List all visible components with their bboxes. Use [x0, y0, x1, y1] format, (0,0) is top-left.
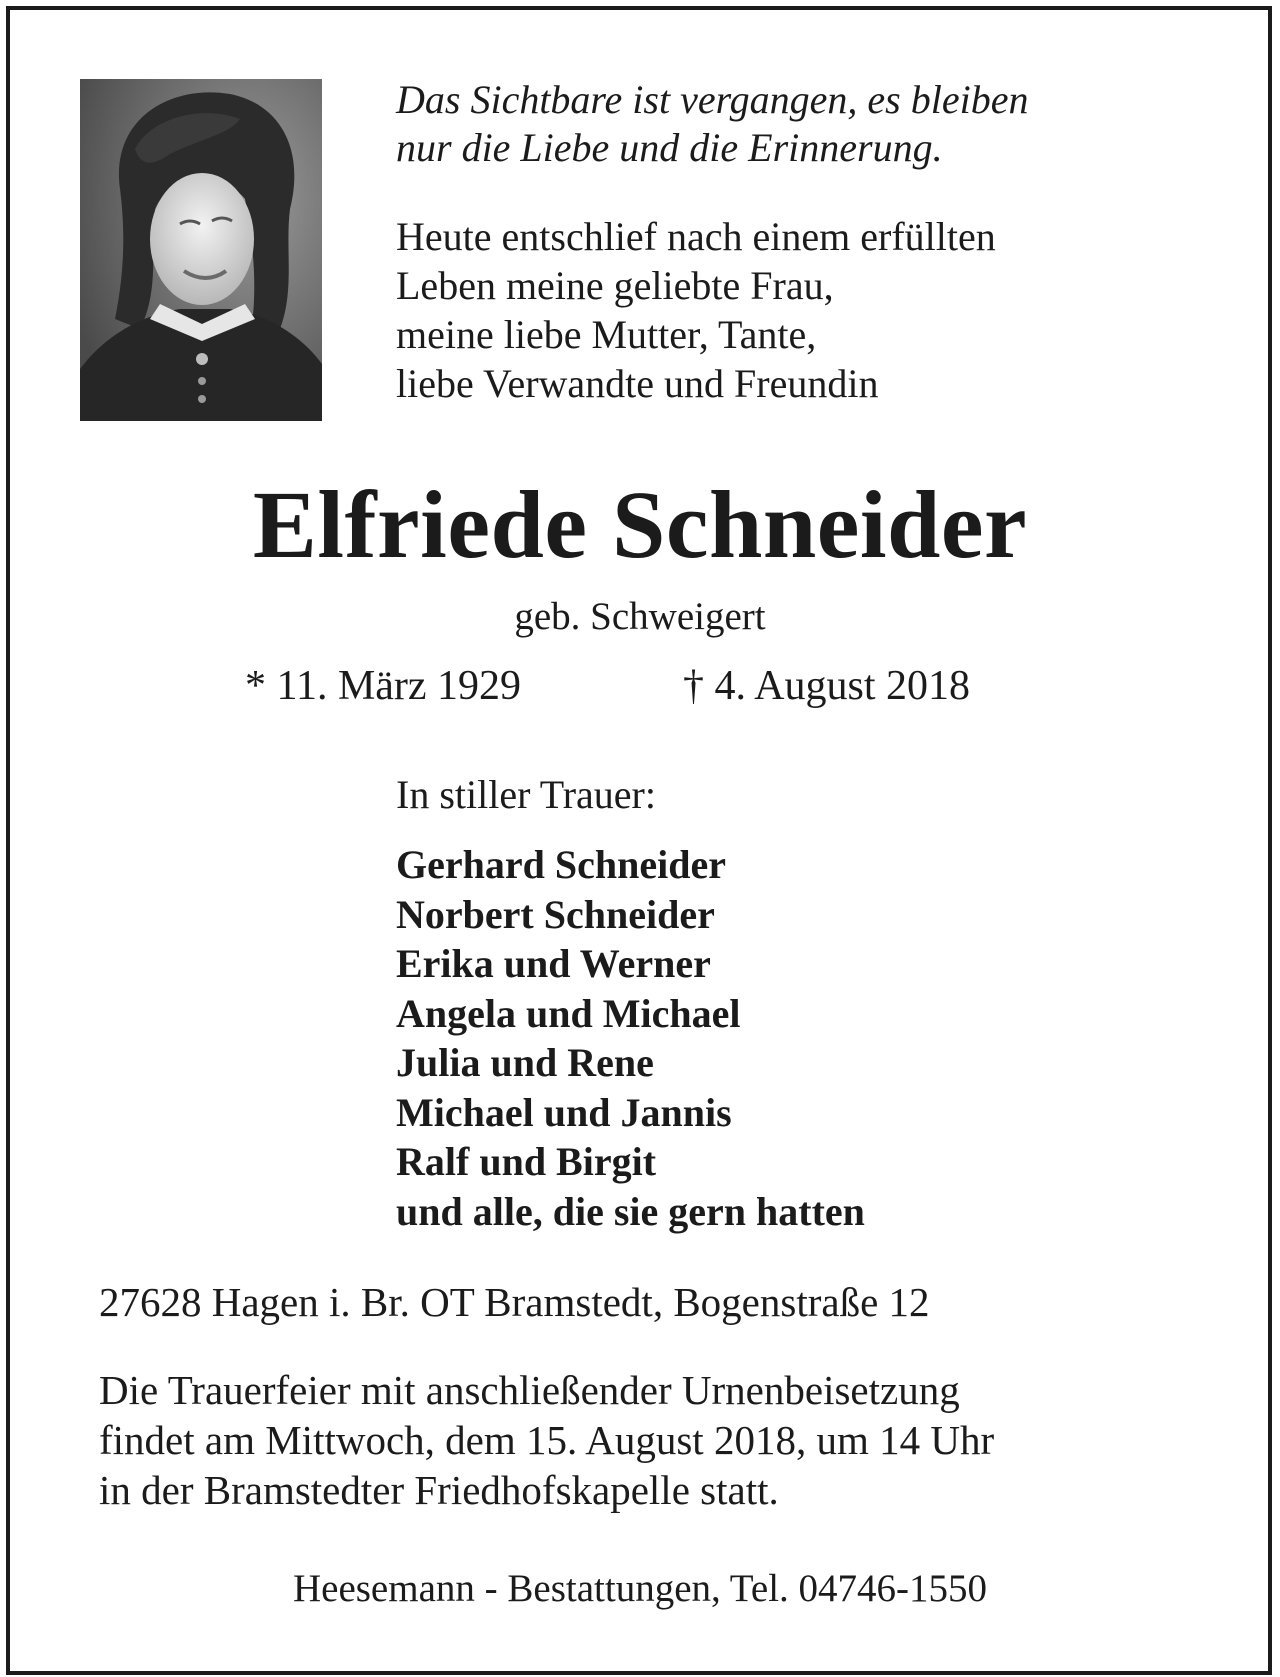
- quote-line: Das Sichtbare ist vergangen, es bleiben: [396, 77, 1029, 122]
- mourner-item: Ralf und Birgit: [396, 1139, 657, 1184]
- mourner-item: Gerhard Schneider: [396, 842, 726, 887]
- mourner-item: Julia und Rene: [396, 1040, 654, 1085]
- portrait-photo: [80, 79, 322, 421]
- mourners-list: [396, 840, 865, 1236]
- ceremony-line: Die Trauerfeier mit anschließender Urnenbeisetzung: [99, 1367, 960, 1413]
- announcement-line: meine liebe Mutter, Tante,: [396, 312, 817, 357]
- memorial-quote: [396, 76, 1028, 172]
- announcement-line: Heute entschlief nach einem erfüllten: [396, 214, 996, 259]
- death-date: † 4. August 2018: [683, 663, 971, 709]
- mourner-item: Norbert Schneider: [396, 891, 715, 937]
- ceremony-line: findet am Mittwoch, dem 15. August 2018, um 14 Uhr: [99, 1417, 995, 1463]
- announcement-line: Leben meine geliebte Frau,: [396, 263, 834, 308]
- ceremony-line: in der Bramstedter Friedhofskapelle statt.: [99, 1467, 779, 1513]
- announcement-text: [396, 212, 996, 408]
- mourner-item: Angela und Michael: [396, 990, 741, 1036]
- mourner-item: Erika und Werner: [396, 941, 711, 986]
- maiden-name: geb. Schweigert: [514, 595, 766, 638]
- grief-label: In stiller Trauer:: [396, 772, 656, 817]
- birth-date: * 11. März 1929: [245, 663, 522, 709]
- quote-line: nur die Liebe und die Erinnerung.: [396, 125, 943, 170]
- ceremony-info: [99, 1365, 994, 1515]
- mourner-item: Michael und Jannis: [396, 1089, 732, 1135]
- deceased-name: Elfriede Schneider: [252, 471, 1028, 578]
- undertaker-info: Heesemann - Bestattungen, Tel. 04746-1550: [292, 1567, 988, 1610]
- family-address: 27628 Hagen i. Br. OT Bramstedt, Bogenstraße 12: [99, 1279, 930, 1325]
- announcement-line: liebe Verwandte und Freundin: [396, 361, 879, 406]
- mourner-item: und alle, die sie gern hatten: [396, 1188, 865, 1234]
